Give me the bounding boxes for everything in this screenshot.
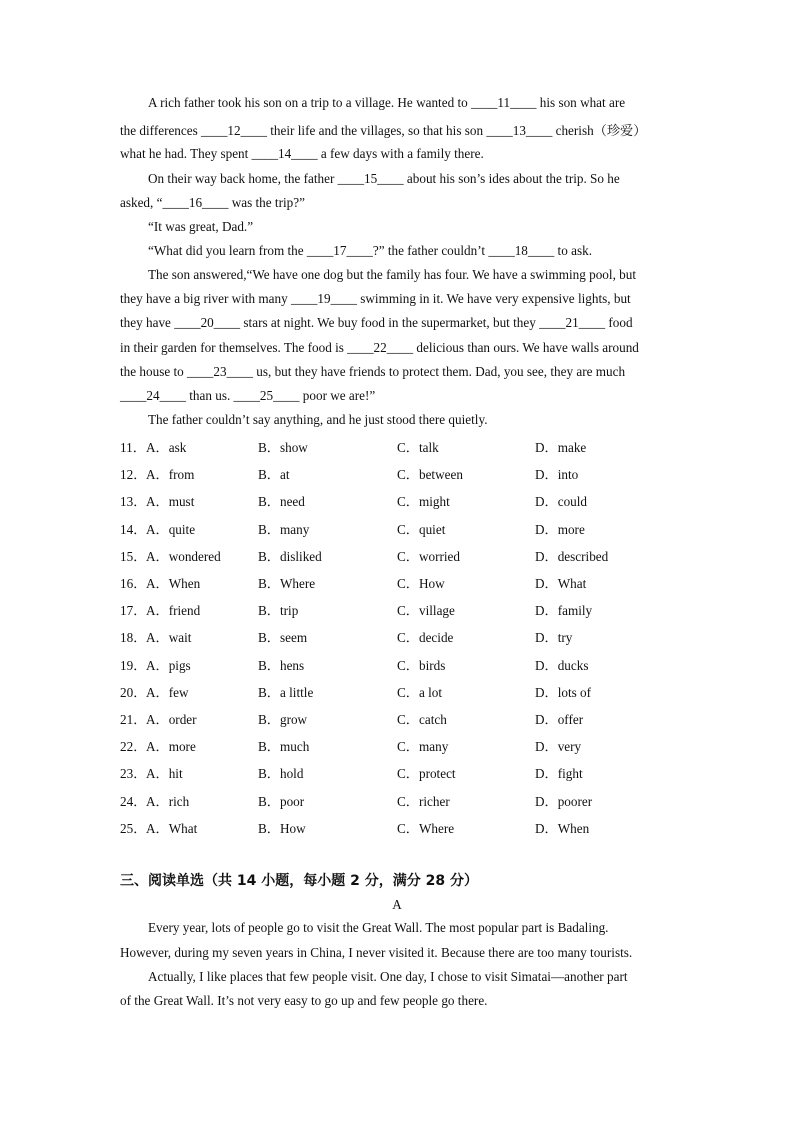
option-d[interactable]: D．family xyxy=(535,603,593,619)
option-d[interactable]: D．What xyxy=(535,576,587,591)
question-row xyxy=(120,491,680,518)
question-row xyxy=(120,437,680,464)
option-a[interactable]: A．pigs xyxy=(146,657,191,673)
option-c[interactable]: C．village xyxy=(397,603,455,619)
question-number: 18． xyxy=(120,630,147,646)
question-number: 13． xyxy=(120,494,147,510)
option-d[interactable]: D．poorer xyxy=(535,793,593,809)
option-b[interactable]: B．poor xyxy=(258,793,305,809)
reading-line: Every year, lots of people go to visit the Great Wall. The most popular part is Badaling. xyxy=(148,920,609,935)
option-b[interactable]: B．grow xyxy=(258,712,308,727)
passage-line: they have ____20____ stars at night. We buy food in the supermarket, but they ____21____ food xyxy=(120,315,633,330)
option-a[interactable]: A．few xyxy=(146,684,189,700)
question-row xyxy=(120,763,680,790)
question-row xyxy=(120,519,680,546)
question-number: 12． xyxy=(120,467,147,483)
option-a[interactable]: A．wait xyxy=(146,630,192,646)
question-number: 19． xyxy=(120,657,147,673)
passage-line: the house to ____23____ us, but they have friends to protect them. Dad, you see, they are much xyxy=(120,364,626,379)
question-number: 22． xyxy=(120,739,147,755)
question-row xyxy=(120,600,680,627)
question-row xyxy=(120,655,680,682)
option-c[interactable]: C．worried xyxy=(397,548,460,564)
option-b[interactable]: B．seem xyxy=(258,630,308,646)
question-row xyxy=(120,736,680,763)
option-d[interactable]: D．When xyxy=(535,820,590,836)
option-a[interactable]: A．wondered xyxy=(146,548,221,564)
reading-line: of the Great Wall. It’s not very easy to go up and few people go there. xyxy=(120,993,488,1008)
option-d[interactable]: D．more xyxy=(535,521,585,537)
option-b[interactable]: B．show xyxy=(258,440,308,455)
passage-line: ____24____ than us. ____25____ poor we are!” xyxy=(120,388,376,403)
option-b[interactable]: B．Where xyxy=(258,576,316,591)
passage-line: “It was great, Dad.” xyxy=(148,219,254,234)
option-b[interactable]: B．need xyxy=(258,494,305,510)
reading-line: However, during my seven years in China, I never visited it. Because there are too many tourists. xyxy=(120,945,633,960)
question-row xyxy=(120,709,680,736)
option-c[interactable]: C．between xyxy=(397,467,463,483)
option-c[interactable]: C．protect xyxy=(397,766,456,782)
question-number: 17． xyxy=(120,603,147,619)
question-number: 14． xyxy=(120,521,147,537)
part-label: A xyxy=(392,897,402,912)
option-a[interactable]: A．ask xyxy=(146,440,187,455)
option-b[interactable]: B．much xyxy=(258,739,310,755)
passage-line: The father couldn’t say anything, and he just stood there quietly. xyxy=(148,412,488,427)
option-d[interactable]: D．could xyxy=(535,494,588,510)
option-c[interactable]: C．talk xyxy=(397,440,439,455)
passage-line: The son answered,“We have one dog but the family has four. We have a swimming pool, but xyxy=(148,267,637,282)
passage-line: they have a big river with many ____19____ swimming in it. We have very expensive lights, but xyxy=(120,291,631,306)
option-b[interactable]: B．a little xyxy=(258,684,314,700)
passage-line: in their garden for themselves. The food is ____22____ delicious than ours. We have walls around xyxy=(120,340,639,355)
option-a[interactable]: A．rich xyxy=(146,793,190,809)
option-a[interactable]: A．hit xyxy=(146,766,183,782)
option-d[interactable]: D．offer xyxy=(535,712,584,727)
question-row xyxy=(120,627,680,654)
passage-line: asked, “____16____ was the trip?” xyxy=(120,195,305,210)
question-row xyxy=(120,818,680,845)
question-number: 20． xyxy=(120,684,147,700)
option-d[interactable]: D．described xyxy=(535,548,609,564)
question-row xyxy=(120,573,680,600)
option-d[interactable]: D．ducks xyxy=(535,657,589,673)
question-number: 24． xyxy=(120,793,147,809)
option-c[interactable]: C．decide xyxy=(397,630,454,646)
option-d[interactable]: D．fight xyxy=(535,766,583,782)
option-b[interactable]: B．hold xyxy=(258,766,304,782)
option-b[interactable]: B．many xyxy=(258,521,310,537)
option-c[interactable]: C．might xyxy=(397,494,450,510)
question-number: 16． xyxy=(120,576,147,591)
option-d[interactable]: D．make xyxy=(535,440,587,455)
option-d[interactable]: D．lots of xyxy=(535,684,592,700)
option-a[interactable]: A．more xyxy=(146,739,196,755)
question-number: 15． xyxy=(120,548,147,564)
option-a[interactable]: A．from xyxy=(146,467,195,483)
question-row xyxy=(120,791,680,818)
option-c[interactable]: C．many xyxy=(397,739,449,755)
passage-line: A rich father took his son on a trip to a village. He wanted to ____11____ his son what are xyxy=(148,95,626,110)
option-d[interactable]: D．into xyxy=(535,467,579,483)
option-c[interactable]: C．quiet xyxy=(397,521,446,537)
option-c[interactable]: C．a lot xyxy=(397,684,443,700)
option-b[interactable]: B．hens xyxy=(258,657,305,673)
passage-line: the differences ____12____ their life and the villages, so that his son ____13____ cherish（珍爱） xyxy=(120,123,647,138)
question-number: 23． xyxy=(120,766,147,782)
question-number: 25． xyxy=(120,820,147,836)
option-b[interactable]: B．at xyxy=(258,467,290,483)
option-d[interactable]: D．very xyxy=(535,739,582,755)
option-b[interactable]: B．How xyxy=(258,820,306,836)
section-title: 三、阅读单选（共 14 小题，每小题 2 分，满分 28 分） xyxy=(120,873,478,889)
question-number: 21． xyxy=(120,712,147,727)
option-b[interactable]: B．disliked xyxy=(258,548,322,564)
option-a[interactable]: A．When xyxy=(146,576,201,591)
question-row xyxy=(120,546,680,573)
option-b[interactable]: B．trip xyxy=(258,603,299,619)
option-c[interactable]: C．How xyxy=(397,576,445,591)
option-c[interactable]: C．richer xyxy=(397,793,450,809)
passage-line: “What did you learn from the ____17____?” the father couldn’t ____18____ to ask. xyxy=(148,243,592,258)
option-a[interactable]: A．must xyxy=(146,494,195,510)
option-c[interactable]: C．catch xyxy=(397,712,447,727)
option-a[interactable]: A．order xyxy=(146,712,197,727)
passage-line: On their way back home, the father ____15____ about his son’s ides about the trip. So he xyxy=(148,171,620,186)
question-number: 11． xyxy=(120,440,146,455)
question-row xyxy=(120,464,680,491)
option-a[interactable]: A．quite xyxy=(146,521,196,537)
option-c[interactable]: C．birds xyxy=(397,657,446,673)
option-c[interactable]: C．Where xyxy=(397,820,455,836)
question-row xyxy=(120,682,680,709)
option-d[interactable]: D．try xyxy=(535,630,573,646)
passage-line: what he had. They spent ____14____ a few days with a family there. xyxy=(120,146,484,161)
option-a[interactable]: A．friend xyxy=(146,603,201,619)
reading-line: Actually, I like places that few people visit. One day, I chose to visit Simatai—another part xyxy=(148,969,628,984)
option-a[interactable]: A．What xyxy=(146,820,198,836)
